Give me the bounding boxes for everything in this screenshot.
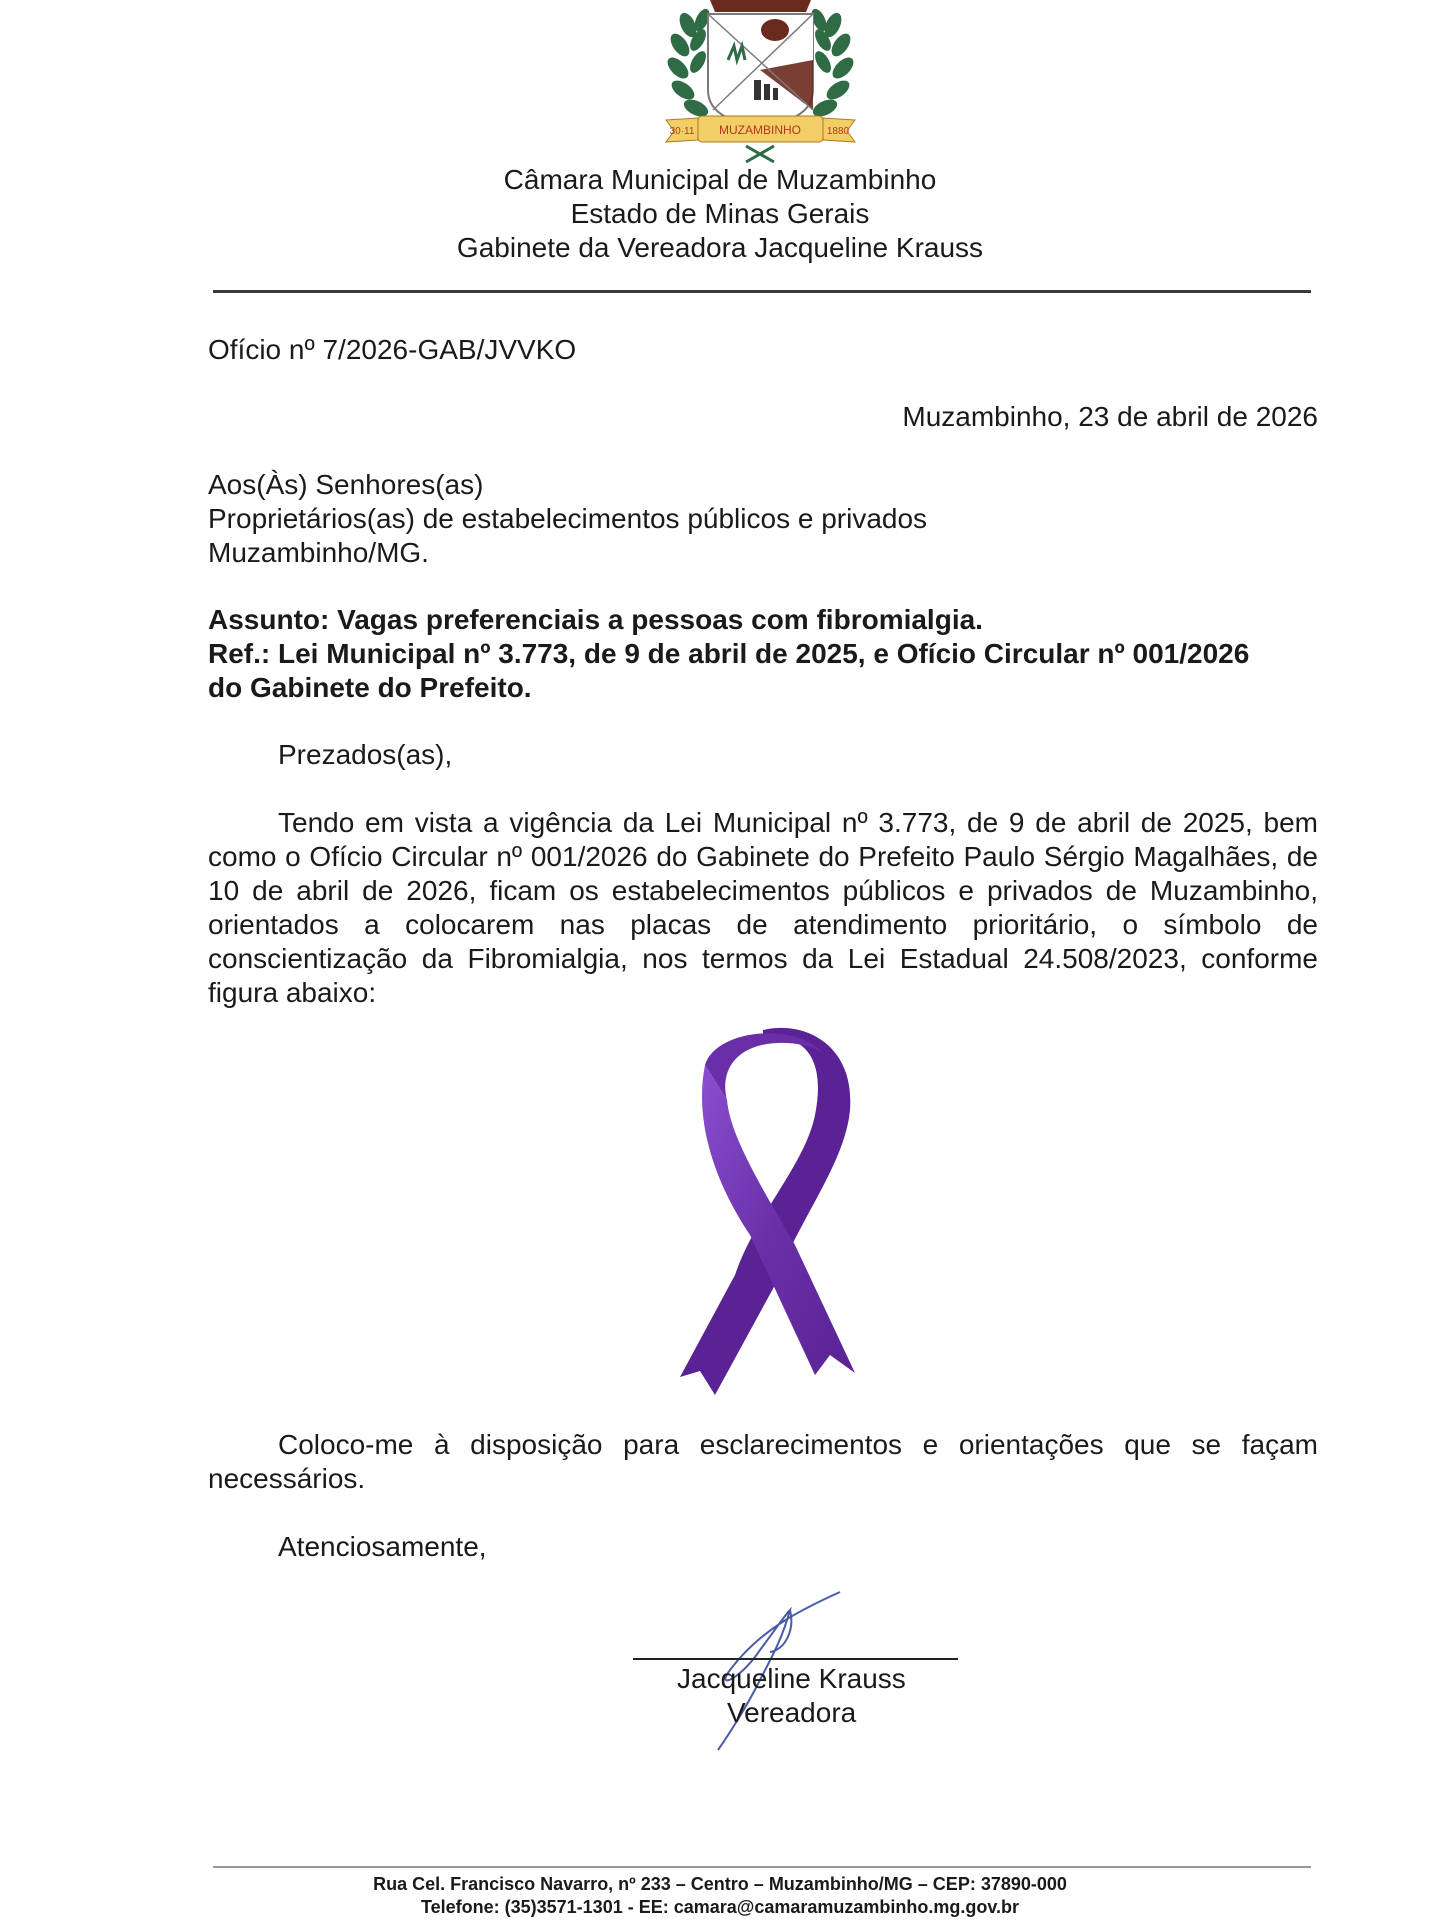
date-line: Muzambinho, 23 de abril de 2026 xyxy=(902,401,1318,432)
footer-address: Rua Cel. Francisco Navarro, nº 233 – Centro – Muzambinho/MG – CEP: 37890-000 xyxy=(373,1874,1067,1894)
recipient-salutation: Aos(Às) Senhores(as) xyxy=(208,469,484,500)
footer-divider xyxy=(213,1866,1311,1868)
footer-contact: Telefone: (35)3571-1301 - EE: camara@camaramuzambinho.mg.gov.br xyxy=(420,1897,1020,1917)
crest-banner-right: 1880 xyxy=(826,126,850,137)
reference-number: Ofício nº 7/2026-GAB/JVVKO xyxy=(208,334,577,365)
crest-banner-left: 30·11 xyxy=(669,126,695,137)
subject-line: Assunto: Vagas preferenciais a pessoas com fibromialgia. xyxy=(208,604,983,635)
recipient-location: Muzambinho/MG. xyxy=(208,537,429,568)
coat-of-arms-icon xyxy=(658,0,863,165)
closing: Atenciosamente, xyxy=(278,1531,487,1562)
header-office: Gabinete da Vereadora Jacqueline Krauss xyxy=(456,232,984,263)
body-paragraph xyxy=(208,806,1318,1010)
closing-paragraph xyxy=(208,1428,1318,1496)
awareness-ribbon-icon xyxy=(645,1025,885,1395)
body-paragraph-text: Tendo em vista a vigência da Lei Municipal nº 3.773, de 9 de abril de 2025, bem como o Ofício Circular nº 001/2026 do Gabinete do Prefeito Paulo Sérgio Magalhães, de 10 de abril de 2026, ficam os estabelecimentos públicos e privados de Muzambinho, orientados a colocarem nas placas de atendimento prioritário, o símbolo de conscientização da Fibromialgia, nos termos da Lei Estadual 24.508/2023, conforme figura abaixo: xyxy=(208,807,1318,1008)
header-chamber: Câmara Municipal de Muzambinho xyxy=(503,164,937,195)
header-divider xyxy=(213,290,1311,293)
signatory-title: Vereadora xyxy=(727,1697,857,1728)
signature-line xyxy=(633,1658,958,1660)
salutation: Prezados(as), xyxy=(278,739,453,770)
closing-paragraph-text: Coloco-me à disposição para esclarecimentos e orientações que se façam necessários. xyxy=(208,1429,1318,1494)
signatory-name: Jacqueline Krauss xyxy=(677,1663,906,1694)
reference-line-1: Ref.: Lei Municipal nº 3.773, de 9 de abril de 2025, e Ofício Circular nº 001/2026 xyxy=(208,638,1250,669)
recipient-description: Proprietários(as) de estabelecimentos públicos e privados xyxy=(208,503,928,534)
reference-line-2: do Gabinete do Prefeito. xyxy=(208,672,532,703)
header-state: Estado de Minas Gerais xyxy=(570,198,870,229)
crest-banner-center: MUZAMBINHO xyxy=(719,123,801,137)
